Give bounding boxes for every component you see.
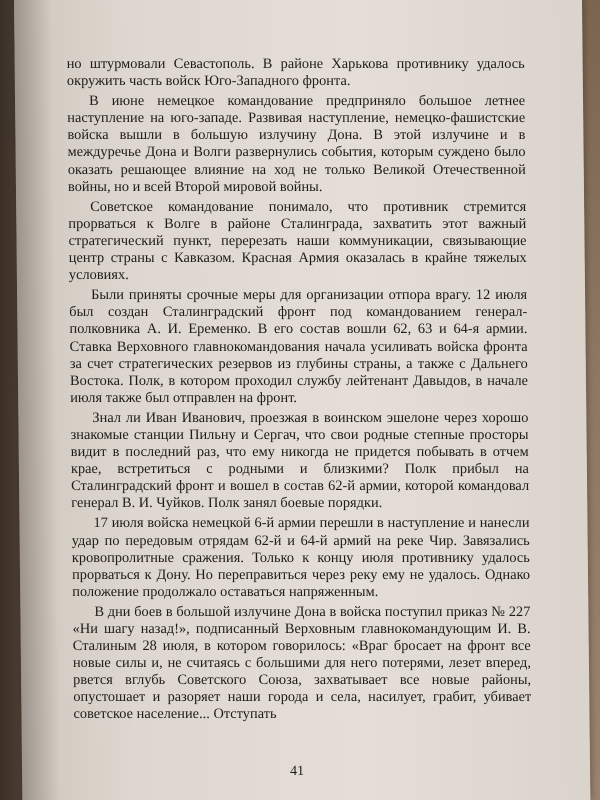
page-text bbox=[67, 56, 532, 727]
book-page bbox=[14, 0, 590, 800]
page-number: 41 bbox=[290, 764, 305, 779]
paragraph-1: но штурмовали Севастополь. В районе Харькова противнику удалось окружить часть войск Юго-Западного фронта. bbox=[66, 56, 525, 90]
paragraph-7: В дни боев в большой излучине Дона в войска поступил приказ № 227 «Ни шагу назад!», подписанный Верховным главнокомандующим И. В. Сталиным 28 июля, в котором говорилось: «Враг бросает на фронт все новые силы и, не считаясь с большими для него потерями, лезет вперед, рвется вглубь Советского Союза, захватывает все новые районы, опустошает и разоряет наши города и села, насилует, грабит, убивает советское население... Отступать bbox=[72, 603, 532, 723]
paragraph-5: Знал ли Иван Иванович, проезжая в воинском эшелоне через хорошо знакомые станции Пильну и Сергач, что свои родные степные просторы видит в последний раз, что ему никогда не придется побывать в отчем крае, встретиться с родными и близкими? Полк прибыл на Сталинградский фронт и вошел в состав 62-й армии, которой командовал генерал В. И. Чуйков. Полк занял боевые порядки. bbox=[70, 409, 530, 512]
paragraph-2: В июне немецкое командование предприняло большое летнее наступление на юго-западе. Развивая наступление, немецко-фашистские войска вышли в большую излучину Дона. В этой излучине и в междуречье Дона и Волги развернулись события, которым суждено было оказать решающее влияние на ход не только Великой Отечественной войны, но и всей Второй мировой войны. bbox=[67, 93, 526, 195]
paragraph-3: Советское командование понимало, что противник стремится прорваться к Волге в районе Сталинграда, захватить этот важный стратегический пункт, перерезать наши коммуникации, связывающие центр страны с Кавказом. Красная Армия оказалась в крайне тяжелых условиях. bbox=[68, 198, 527, 284]
paragraph-6: 17 июля войска немецкой 6-й армии перешли в наступление и нанесли удар по передовым отрядам 62-й и 64-й армий на реке Чир. Завязались кровопролитные сражения. Только к концу июля противнику удалось прорваться к Дону. Но переправиться через реку ему не удалось. Однако положение продолжало оставаться напряженным. bbox=[71, 515, 531, 600]
paragraph-4: Были приняты срочные меры для организации отпора врагу. 12 июля был создан Сталинградский фронт под командованием генерал-полковника А. И. Еременко. В его состав вошли 62, 63 и 64-я армии. Ставка Верховного главнокомандования начала усиливать войска фронта за счет стратегических резервов из глубины страны, а также с Дальнего Востока. Полк, в котором проходил службу лейтенант Давыдов, в начале июля также был отправлен на фронт. bbox=[69, 287, 529, 406]
